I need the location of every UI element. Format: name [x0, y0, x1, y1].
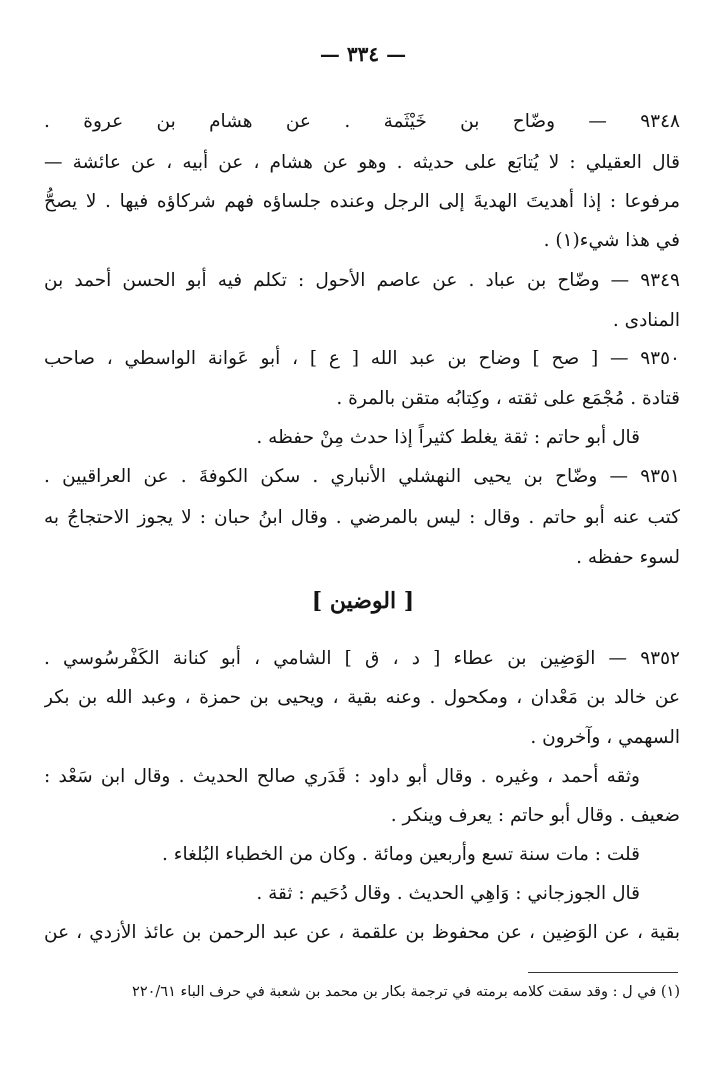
- entry-9350-line-3: قال أبو حاتم : ثقة يغلط كثيراً إذا حدث مِنْ حفظه .: [256, 427, 640, 448]
- entry-9348-line-3: مرفوعا : إذا أهديتَ الهديةَ إلى الرجل وعنده جلساؤه فهم شركاؤه فيها . لا يصحُّ: [44, 191, 680, 212]
- entry-9352-line-8: بقية ، عن الوَضِين ، عن محفوظ بن علقمة ، عن عبد الرحمن بن عائذ الأزدي ، عن: [44, 922, 680, 943]
- entry-9349-line-2: المنادى .: [612, 310, 680, 331]
- entry-9352-line-2: عن خالد بن مَعْدان ، ومكحول . وعنه بقية ، ويحيى بن حمزة ، وعبد الله بن بكر: [44, 687, 680, 708]
- entry-9352-line-3: السهمي ، وآخرون .: [530, 727, 680, 748]
- entry-9348-line-4: في هذا شيء(١) .: [543, 230, 680, 251]
- entry-9351-line-3: لسوء حفظه .: [576, 547, 680, 568]
- footnote: (١) في ل : وقد سقت كلامه برمته في ترجمة بكار بن محمد بن شعبة في حرف الباء ٢٢٠/٦١: [132, 984, 680, 1000]
- entry-9352-line-7: قال الجوزجاني : وَاهِي الحديث . وقال دُحَيم : ثقة .: [256, 883, 640, 904]
- entry-9352-line-5: ضعيف . وقال أبو حاتم : يعرف وينكر .: [390, 805, 680, 826]
- entry-9352-line-6: قلت : مات سنة تسع وأربعين ومائة . وكان من الخطباء البُلغاء .: [162, 844, 640, 865]
- entry-9350-line-2: قتادة . مُجْمَع على ثقته ، وكِتابُه متقن بالمرة .: [336, 388, 680, 409]
- page-number: — ٣٣٤ —: [319, 42, 407, 66]
- entry-9348-line-2: قال العقيلي : لا يُتابَع على حديثه . وهو عن هشام ، عن أبيه ، عن عائشة —: [44, 152, 680, 173]
- entry-9351-line-1: ٩٣٥١ — وضّاح بن يحيى النهشلي الأنباري . سكن الكوفةَ . عن العراقيين .: [44, 466, 680, 487]
- entry-9352-line-1: ٩٣٥٢ — الوَضِين بن عطاء [ د ، ق ] الشامي ، أبو كنانة الكَفْرسُوسي .: [44, 648, 680, 669]
- entry-9352-line-4: وثقه أحمد ، وغيره . وقال أبو داود : قَدَري صالح الحديث . وقال ابن سَعْد :: [44, 766, 640, 787]
- entry-9351-line-2: كتب عنه أبو حاتم . وقال : ليس بالمرضي . وقال ابنُ حبان : لا يجوز الاحتجاجُ به: [44, 507, 680, 528]
- entry-9348-line-1: ٩٣٤٨ — وضّاح بن خَيْثَمة . عن هشام بن عروة .: [44, 111, 680, 132]
- entry-9349-line-1: ٩٣٤٩ — وضّاح بن عباد . عن عاصم الأحول : تكلم فيه أبو الحسن أحمد بن: [44, 270, 680, 291]
- footnote-divider: [528, 972, 678, 973]
- section-heading: [ الوضين ]: [311, 588, 415, 614]
- entry-9350-line-1: ٩٣٥٠ — [ صح ] وضاح بن عبد الله [ ع ] ، أبو عَوانة الواسطي ، صاحب: [44, 348, 680, 369]
